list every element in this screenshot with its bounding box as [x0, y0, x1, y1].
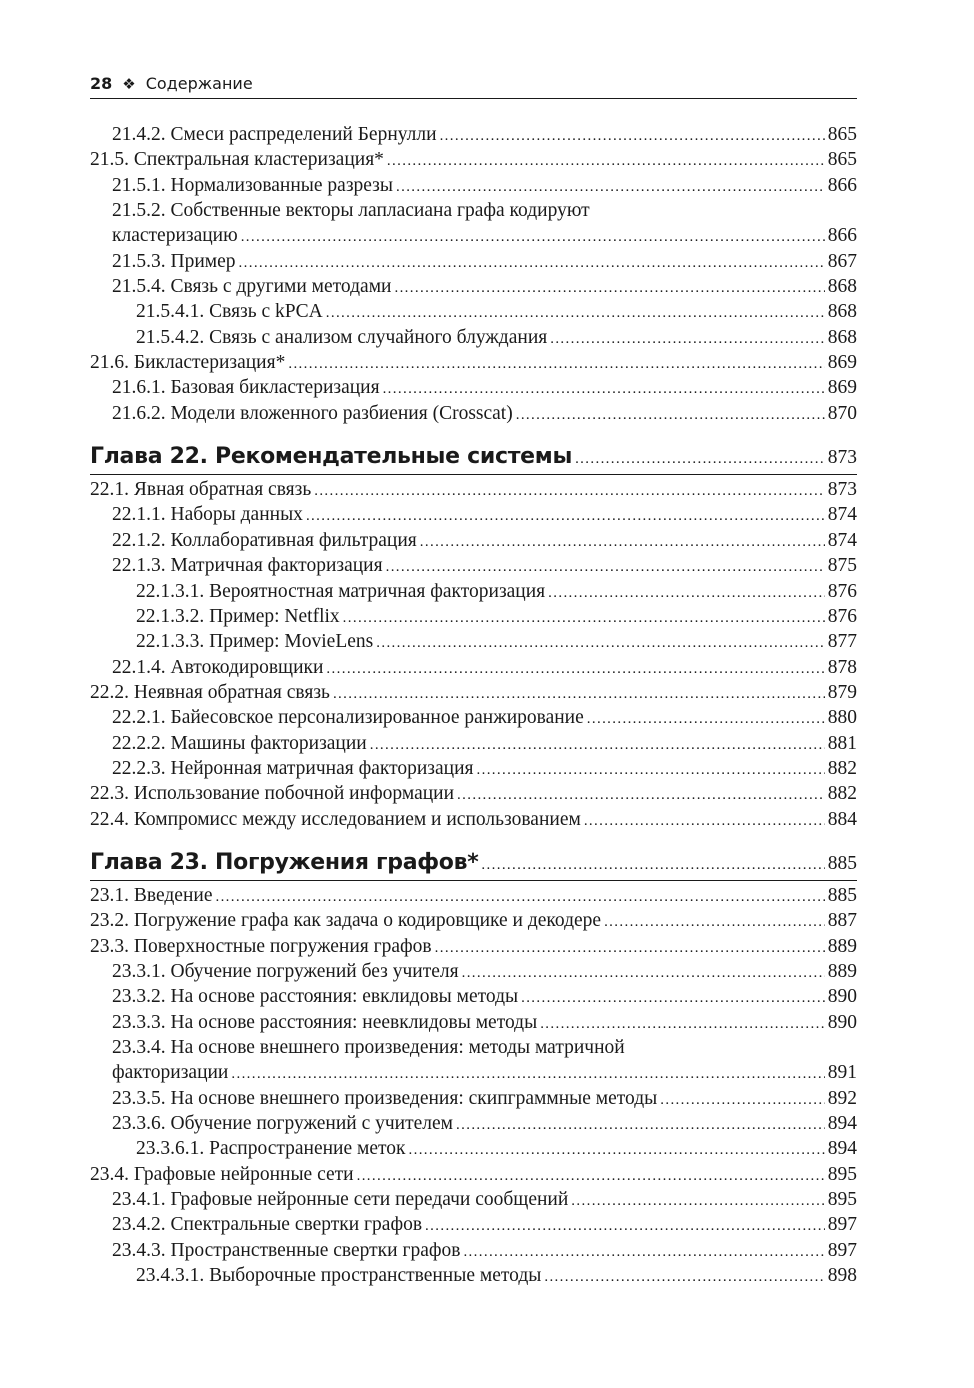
- toc-entry-title: 22.1.2. Коллаборативная фильтрация: [112, 529, 417, 551]
- leader-dots: [420, 530, 825, 555]
- toc-page-number: 868: [827, 326, 857, 348]
- toc-entry[interactable]: [90, 629, 857, 654]
- toc-entry-title: 23.3.6.1. Распространение меток: [136, 1138, 406, 1160]
- leader-dots: [440, 124, 825, 149]
- toc-chapter[interactable]: [90, 846, 857, 881]
- toc-entry[interactable]: [90, 756, 857, 781]
- toc-page-number: 882: [827, 783, 857, 805]
- toc-entry-title: 22.4. Компромисс между исследованием и использованием: [90, 808, 581, 830]
- toc-entry-title: 21.5. Спектральная кластеризация*: [90, 149, 384, 171]
- page-header: [90, 70, 857, 99]
- toc-page-number: 868: [827, 301, 857, 323]
- toc-entry[interactable]: [90, 1212, 857, 1237]
- toc-page-number: 869: [827, 352, 857, 374]
- toc-entry[interactable]: [90, 375, 857, 400]
- running-title: Содержание: [145, 74, 253, 93]
- toc-page-number: 882: [827, 757, 857, 779]
- toc-page-number: 877: [827, 631, 857, 653]
- toc-entry-title: 22.1.3.2. Пример: Netflix: [136, 605, 340, 627]
- toc-entry-title: 22.3. Использование побочной информации: [90, 783, 455, 805]
- leader-dots: [463, 1240, 824, 1265]
- leader-dots: [457, 783, 825, 808]
- leader-dots: [462, 961, 825, 986]
- toc-entry[interactable]: [90, 731, 857, 756]
- leader-dots: [357, 1164, 825, 1189]
- toc-page-number: 879: [827, 681, 857, 703]
- toc-entry-title: 22.1.1. Наборы данных: [112, 504, 303, 526]
- toc-entry[interactable]: [90, 934, 857, 959]
- leader-dots: [326, 301, 825, 326]
- toc-page-number: 884: [827, 808, 857, 830]
- leader-dots: [571, 1189, 824, 1214]
- leader-dots: [575, 442, 825, 476]
- toc-entry-title: 23.4.1. Графовые нейронные сети передачи сообщений: [112, 1189, 569, 1211]
- toc-page-number: 894: [827, 1113, 857, 1135]
- toc-entry[interactable]: [90, 401, 857, 426]
- leader-dots: [456, 1113, 825, 1138]
- toc-entry[interactable]: [90, 984, 857, 1009]
- leader-dots: [241, 225, 825, 250]
- toc-entry-title: 23.3.6. Обучение погружений с учителем: [112, 1113, 454, 1135]
- leader-dots: [239, 251, 825, 276]
- toc-entry-title: 22.1.3. Матричная факторизация: [112, 555, 383, 577]
- toc-entry[interactable]: [90, 553, 857, 578]
- toc-entry[interactable]: [90, 579, 857, 604]
- toc-page-number: 890: [827, 1011, 857, 1033]
- toc-page-number: 870: [827, 402, 857, 424]
- toc-entry[interactable]: [90, 122, 857, 147]
- toc-entry-title: 21.5.4.1. Связь с kPCA: [136, 301, 323, 323]
- table-of-contents: [90, 122, 857, 1288]
- toc-entry[interactable]: [90, 477, 857, 502]
- toc-entry[interactable]: [90, 1263, 857, 1288]
- toc-entry[interactable]: [90, 908, 857, 933]
- toc-entry[interactable]: [90, 959, 857, 984]
- toc-entry[interactable]: [90, 299, 857, 324]
- toc-page-number: 869: [827, 377, 857, 399]
- toc-entry-title: 23.2. Погружение графа как задача о кодировщике и декодере: [90, 910, 602, 932]
- toc-entry-title: 21.5.3. Пример: [112, 250, 236, 272]
- toc-entry-title: 21.6.2. Модели вложенного разбиения (Crosscat): [112, 402, 513, 424]
- toc-entry[interactable]: [90, 173, 857, 198]
- toc-page-number: 876: [827, 580, 857, 602]
- toc-entry-title: 22.2.2. Машины факторизации: [112, 732, 367, 754]
- leader-dots: [604, 910, 825, 935]
- leader-dots: [343, 606, 825, 631]
- leader-dots: [587, 707, 825, 732]
- leader-dots: [584, 809, 825, 834]
- toc-entry[interactable]: [90, 325, 857, 350]
- leader-dots: [540, 1012, 825, 1037]
- leader-dots: [370, 733, 825, 758]
- leader-dots: [394, 276, 824, 301]
- toc-page-number: 892: [827, 1087, 857, 1109]
- leader-dots: [376, 631, 825, 656]
- toc-entry-title: 21.4.2. Смеси распределений Бернулли: [112, 124, 437, 145]
- toc-entry[interactable]: [90, 1238, 857, 1263]
- leader-dots: [231, 1062, 824, 1087]
- toc-page-number: 894: [827, 1138, 857, 1160]
- toc-entry[interactable]: [90, 1035, 857, 1086]
- toc-entry[interactable]: [90, 883, 857, 908]
- toc-entry-title-cont: факторизации: [112, 1062, 229, 1084]
- leader-dots: [435, 936, 825, 961]
- toc-page-number: 865: [827, 124, 857, 145]
- leader-dots: [477, 758, 825, 783]
- leader-dots: [550, 327, 825, 352]
- toc-page-number: 873: [827, 447, 857, 469]
- leader-dots: [314, 479, 825, 504]
- toc-page-number: 874: [827, 529, 857, 551]
- toc-entry[interactable]: [90, 274, 857, 299]
- toc-entry[interactable]: [90, 781, 857, 806]
- leader-dots: [409, 1138, 825, 1163]
- toc-entry-title: 22.2.1. Байесовское персонализированное ранжирование: [112, 707, 584, 729]
- toc-entry-title: 23.3.4. На основе внешнего произведения: методы матричной: [112, 1037, 625, 1058]
- toc-page-number: 885: [827, 884, 857, 906]
- leader-dots: [660, 1088, 825, 1113]
- toc-page-number: 874: [827, 504, 857, 526]
- toc-entry[interactable]: [90, 1136, 857, 1161]
- leader-dots: [288, 352, 824, 377]
- toc-entry-title: 21.5.4. Связь с другими методами: [112, 276, 392, 298]
- toc-entry-title: 23.3. Поверхностные погружения графов: [90, 935, 432, 957]
- toc-entry[interactable]: [90, 1010, 857, 1035]
- toc-entry[interactable]: [90, 807, 857, 832]
- toc-chapter[interactable]: [90, 440, 857, 475]
- toc-entry-title: 22.1.4. Автокодировщики: [112, 656, 324, 678]
- toc-page-number: 880: [827, 707, 857, 729]
- leader-dots: [326, 657, 824, 682]
- toc-chapter-title: Глава 22. Рекомендательные системы: [90, 444, 573, 470]
- toc-entry[interactable]: [90, 528, 857, 553]
- toc-entry[interactable]: [90, 705, 857, 730]
- toc-page-number: 898: [827, 1265, 857, 1287]
- toc-page-number: 881: [827, 732, 857, 754]
- leader-dots: [516, 403, 825, 428]
- toc-entry-title: 22.1.3.3. Пример: MovieLens: [136, 631, 374, 653]
- toc-page-number: 895: [827, 1163, 857, 1185]
- leader-dots: [306, 504, 825, 529]
- toc-page-number: 887: [827, 910, 857, 932]
- toc-entry[interactable]: [90, 1111, 857, 1136]
- leader-dots: [215, 885, 824, 910]
- toc-entry[interactable]: [90, 1187, 857, 1212]
- toc-entry-title: 22.1. Явная обратная связь: [90, 479, 312, 501]
- toc-page-number: 890: [827, 986, 857, 1008]
- toc-page-number: 868: [827, 276, 857, 298]
- toc-entry-title: 22.1.3.1. Вероятностная матричная факторизация: [136, 580, 546, 602]
- toc-chapter-title: Глава 23. Погружения графов*: [90, 849, 479, 875]
- toc-entry[interactable]: [90, 1162, 857, 1187]
- toc-entry-title: 21.5.2. Собственные векторы лапласиана графа кодируют: [112, 200, 590, 222]
- toc-page-number: 875: [827, 555, 857, 577]
- toc-entry-title: 22.2.3. Нейронная матричная факторизация: [112, 757, 474, 779]
- toc-page-number: 885: [827, 852, 857, 874]
- toc-entry[interactable]: [90, 680, 857, 705]
- toc-page-number: 866: [827, 225, 857, 247]
- toc-entry-title: 21.5.1. Нормализованные разрезы: [112, 174, 393, 196]
- toc-entry[interactable]: [90, 655, 857, 680]
- toc-entry-title: 21.6. Бикластеризация*: [90, 352, 286, 374]
- leader-dots: [396, 175, 825, 200]
- toc-page-number: 878: [827, 656, 857, 678]
- toc-entry-title: 23.3.2. На основе расстояния: евклидовы методы: [112, 986, 519, 1008]
- toc-page-number: 876: [827, 605, 857, 627]
- toc-page-number: 867: [827, 250, 857, 272]
- toc-entry[interactable]: [90, 502, 857, 527]
- toc-page-number: 865: [827, 149, 857, 171]
- toc-entry-title: 23.4.2. Спектральные свертки графов: [112, 1214, 423, 1236]
- toc-page-number: 891: [827, 1062, 857, 1084]
- toc-page-number: 866: [827, 174, 857, 196]
- leader-dots: [548, 581, 825, 606]
- toc-entry-title: 23.1. Введение: [90, 884, 213, 906]
- leader-dots: [333, 682, 825, 707]
- toc-page-number: 873: [827, 479, 857, 501]
- leader-dots: [544, 1265, 824, 1290]
- toc-entry-title: 23.3.3. На основе расстояния: неевклидовы методы: [112, 1011, 538, 1033]
- toc-entry-title: 23.4. Графовые нейронные сети: [90, 1163, 354, 1185]
- leader-dots: [387, 149, 825, 174]
- leader-dots: [386, 555, 825, 580]
- leader-dots: [481, 848, 824, 882]
- toc-entry[interactable]: [90, 1086, 857, 1111]
- toc-entry-title: 21.5.4.2. Связь с анализом случайного блуждания: [136, 326, 548, 348]
- toc-page-number: 897: [827, 1239, 857, 1261]
- toc-entry-title: 23.3.1. Обучение погружений без учителя: [112, 960, 459, 982]
- ornament-icon: ❖: [122, 75, 136, 93]
- toc-entry-title: 23.4.3. Пространственные свертки графов: [112, 1239, 461, 1261]
- toc-page-number: 895: [827, 1189, 857, 1211]
- toc-page-number: 897: [827, 1214, 857, 1236]
- toc-entry-title: 22.2. Неявная обратная связь: [90, 681, 330, 703]
- toc-entry[interactable]: [90, 604, 857, 629]
- leader-dots: [425, 1214, 825, 1239]
- leader-dots: [383, 377, 825, 402]
- toc-entry-title: 23.3.5. На основе внешнего произведения: скипграммные методы: [112, 1087, 658, 1109]
- toc-entry-title-cont: кластеризацию: [112, 225, 238, 247]
- leader-dots: [521, 986, 825, 1011]
- toc-entry-title: 23.4.3.1. Выборочные пространственные методы: [136, 1265, 542, 1287]
- toc-page-number: 889: [827, 960, 857, 982]
- toc-entry[interactable]: [90, 249, 857, 274]
- toc-entry[interactable]: [90, 198, 857, 249]
- toc-page-number: 889: [827, 935, 857, 957]
- toc-entry[interactable]: [90, 147, 857, 172]
- toc-entry[interactable]: [90, 350, 857, 375]
- toc-entry-title: 21.6.1. Базовая бикластеризация: [112, 377, 380, 399]
- page-number: 28: [90, 74, 113, 93]
